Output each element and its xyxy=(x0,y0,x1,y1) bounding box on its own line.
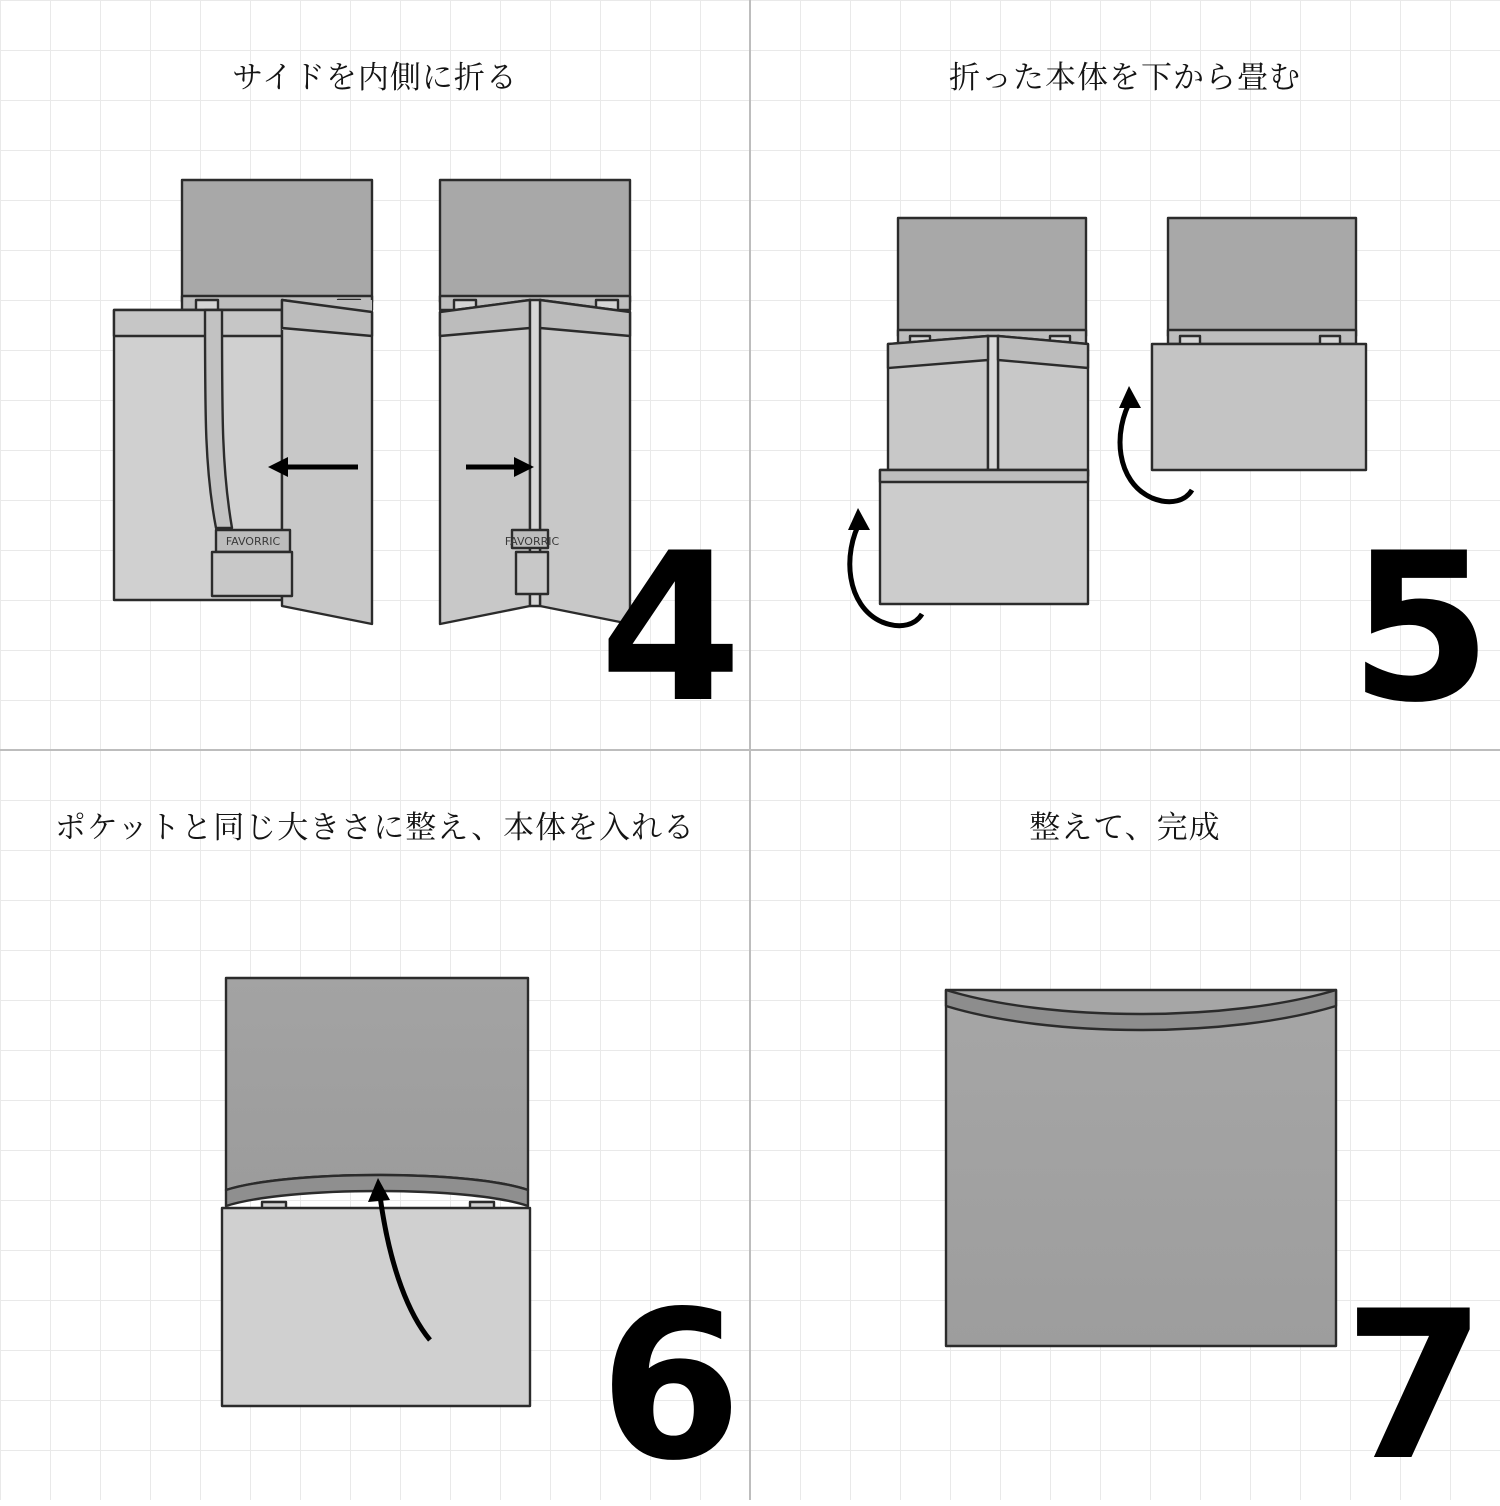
caption-step-4: サイドを内側に折る xyxy=(232,60,518,96)
step-number-5: 5 xyxy=(1349,510,1492,748)
brand-label-right: FAVORRIC xyxy=(504,535,560,548)
panel-step-5 xyxy=(750,0,1500,750)
panel-step-6 xyxy=(0,750,750,1506)
caption-step-7: 整えて、完成 xyxy=(1029,810,1221,846)
caption-step-5: 折った本体を下から畳む xyxy=(949,60,1301,96)
step-number-7: 7 xyxy=(1343,1268,1486,1506)
step-number-4: 4 xyxy=(599,510,742,748)
panel-step-4 xyxy=(0,0,750,750)
brand-label-left: FAVORRIC xyxy=(225,535,281,548)
step-number-6: 6 xyxy=(599,1268,742,1506)
caption-step-6: ポケットと同じ大きさに整え、本体を入れる xyxy=(54,810,696,846)
panel-step-7 xyxy=(750,750,1500,1506)
